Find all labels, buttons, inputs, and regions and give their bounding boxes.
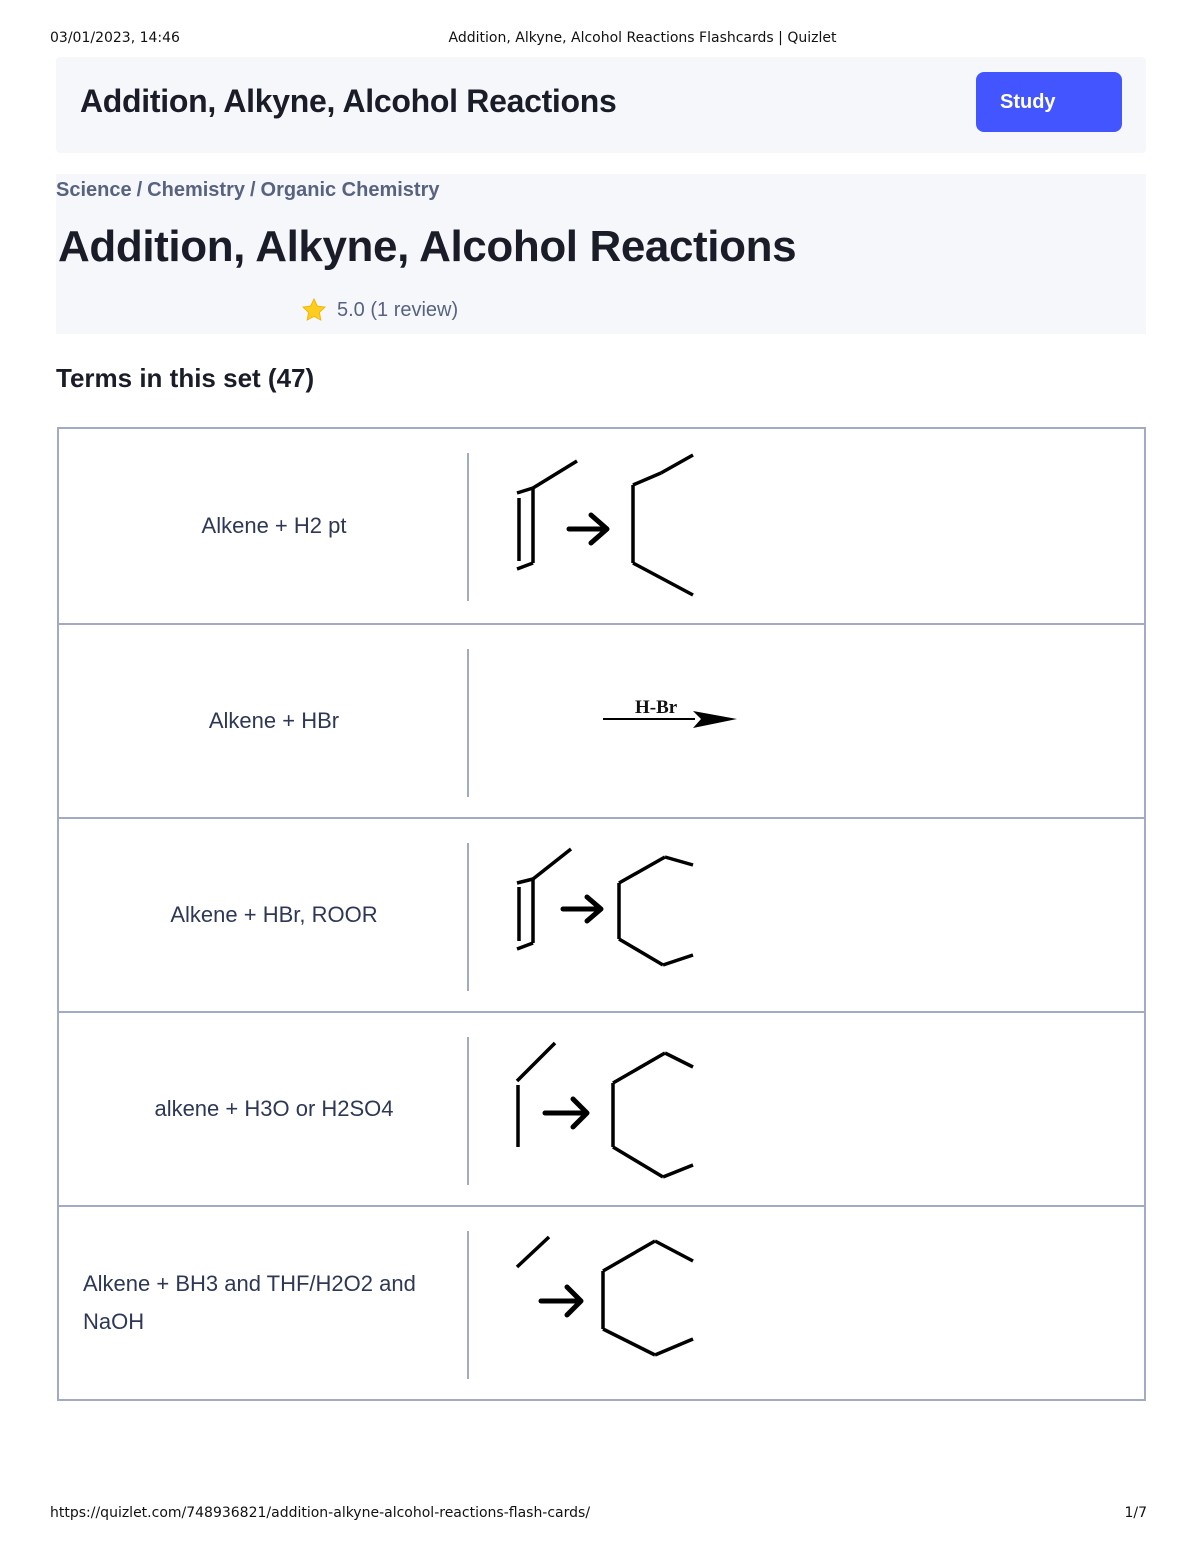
card-divider [467,1037,469,1185]
header-set-title: Addition, Alkyne, Alcohol Reactions [80,83,617,119]
card-divider [467,649,469,797]
hydroboration-diagram [515,1231,755,1381]
breadcrumb-separator: / [136,179,143,201]
term-text: Alkene + HBr [208,708,340,733]
hbr-arrow-diagram [515,649,755,799]
rating-text: 5.0 (1 review) [337,298,459,321]
star-icon [301,297,327,323]
study-button[interactable]: Study [976,72,1122,132]
breadcrumb [56,179,440,202]
print-page-title: Addition, Alkyne, Alcohol Reactions Flashcards | Quizlet [448,30,837,46]
print-footer [0,1505,1200,1525]
print-date: 03/01/2023, 14:46 [50,30,180,46]
term-card[interactable] [57,427,1146,625]
page-title: Addition, Alkyne, Alcohol Reactions [58,222,797,271]
rating[interactable] [301,297,458,323]
breadcrumb-separator: / [249,179,256,201]
alkene-hydrogenation-diagram [515,453,755,603]
set-hero [56,174,1146,334]
print-page-number: 1/7 [1124,1505,1147,1521]
print-header [0,28,1200,50]
arrow-label: H-Br [635,697,678,718]
print-url: https://quizlet.com/748936821/addition-alkyne-alcohol-reactions-flash-cards/ [50,1505,591,1521]
study-header-bar [56,57,1146,153]
card-divider [467,843,469,991]
term-text: Alkene + H2 pt [201,513,347,538]
breadcrumb-science[interactable]: Science [56,179,132,201]
term-text: alkene + H3O or H2SO4 [154,1096,394,1121]
breadcrumb-chemistry[interactable]: Chemistry [147,179,245,201]
alkene-hbr-roor-diagram [515,843,755,993]
terms-heading: Terms in this set (47) [56,363,315,393]
term-card[interactable] [57,1205,1146,1401]
term-text: Alkene + BH3 and THF/H2O2 and NaOH [83,1271,416,1334]
term-card[interactable] [57,817,1146,1013]
terms-list [57,427,1146,1401]
breadcrumb-organic-chemistry[interactable]: Organic Chemistry [260,179,440,201]
term-card[interactable] [57,623,1146,819]
term-text: Alkene + HBr, ROOR [170,902,378,927]
term-card[interactable] [57,1011,1146,1207]
card-divider [467,453,469,601]
alkene-hydration-diagram [515,1037,755,1187]
card-divider [467,1231,469,1379]
